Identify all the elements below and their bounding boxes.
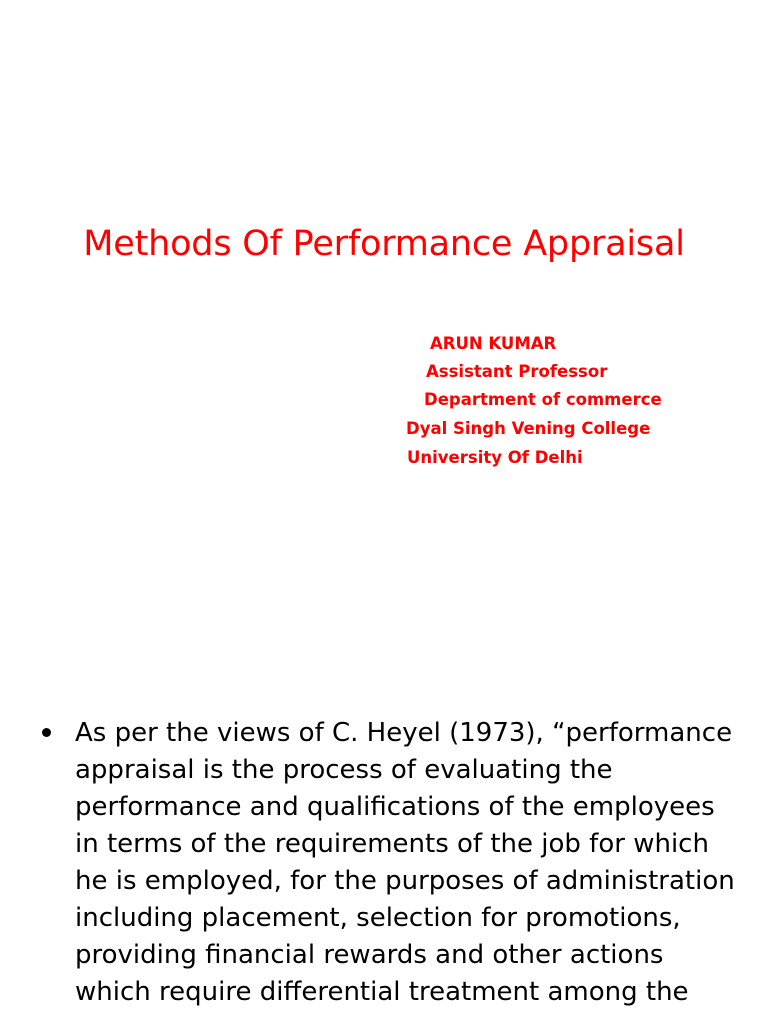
bullet-dot-icon	[42, 728, 51, 737]
author-position: Assistant Professor	[426, 362, 608, 381]
definition-bullet-list	[0, 715, 768, 1011]
author-college: Dyal Singh Vening College	[406, 419, 651, 438]
definition-bullet	[0, 715, 768, 1011]
slide-title: Methods Of Performance Appraisal	[83, 224, 685, 264]
author-university: University Of Delhi	[407, 448, 583, 467]
author-name: ARUN KUMAR	[430, 334, 557, 353]
definition-text: As per the views of C. Heyel (1973), “performance appraisal is the process of evaluating the performance and qualifications of the employees in terms of the requirements of the job for which he is employed, for the purposes of administration including placement, selection for promotions, providing financial rewards and other actions which require differential treatment among the	[75, 718, 735, 1007]
author-department: Department of commerce	[424, 390, 662, 409]
